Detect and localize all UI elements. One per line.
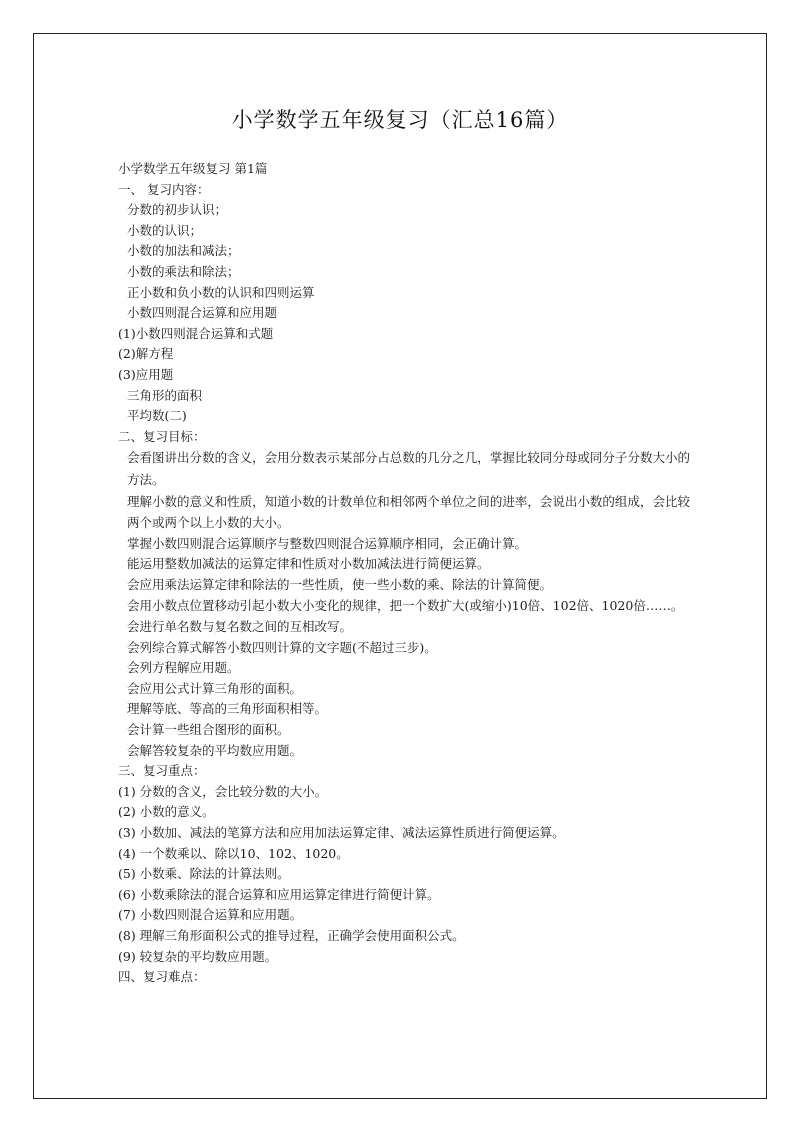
text-line: 会看图讲出分数的含义，会用分数表示某部分占总数的几分之几，掌握比较同分母或同分子分数大小的方法。 xyxy=(127,450,690,487)
text-line: 小数的乘法和除法； xyxy=(127,263,240,279)
text-line: 小数四则混合运算和应用题 xyxy=(127,305,278,321)
text-line: 二、复习目标： xyxy=(118,428,206,444)
text-line: (6) 小数乘除法的混合运算和应用运算定律进行简便计算。 xyxy=(118,886,440,902)
text-line: 小数的认识； xyxy=(127,222,203,238)
text-line: 掌握小数四则混合运算顺序与整数四则混合运算顺序相同，会正确计算。 xyxy=(127,535,528,551)
text-line: (9) 较复杂的平均数应用题。 xyxy=(118,948,278,964)
text-line: 会进行单名数与复名数之间的互相改写。 xyxy=(127,619,353,635)
text-line: 小学数学五年级复习 第1篇 xyxy=(118,161,268,176)
text-line: 会应用乘法运算定律和除法的一些性质，使一些小数的乘、除法的计算简便。 xyxy=(127,576,553,592)
text-line: (8) 理解三角形面积公式的推导过程，正确学会使用面积公式。 xyxy=(118,927,465,943)
text-line: 会列综合算式解答小数四则计算的文字题(不超过三步)。 xyxy=(127,639,437,655)
text-line: 小数的加法和减法； xyxy=(127,243,240,259)
text-line: (1) 分数的含义，会比较分数的大小。 xyxy=(118,783,328,799)
text-line: 会计算一些组合图形的面积。 xyxy=(127,722,290,738)
text-line: 会应用公式计算三角形的面积。 xyxy=(127,680,303,696)
text-line: (3)应用题 xyxy=(118,366,174,382)
text-line: 三角形的面积 xyxy=(127,387,203,403)
text-line: (4) 一个数乘以、除以10、102、1020。 xyxy=(118,845,349,861)
text-line: 分数的初步认识； xyxy=(127,202,228,218)
text-line: 能运用整数加减法的运算定律和性质对小数加减法进行简便运算。 xyxy=(127,556,490,572)
text-line: 会用小数点位置移动引起小数大小变化的规律，把一个数扩大(或缩小)10倍、102倍、1020倍……。 xyxy=(127,598,684,614)
text-line: 一、 复习内容： xyxy=(118,181,210,197)
text-line: (1)小数四则混合运算和式题 xyxy=(118,325,274,341)
text-line: (2) 小数的意义。 xyxy=(118,804,215,820)
text-line: (3) 小数加、减法的笔算方法和应用加法运算定律、减法运算性质进行简便运算。 xyxy=(118,825,565,840)
text-line: (2)解方程 xyxy=(118,346,174,362)
document-body xyxy=(118,159,690,988)
text-line: 理解小数的意义和性质，知道小数的计数单位和相邻两个单位之间的进率，会说出小数的组成，会比较两个或两个以上小数的大小。 xyxy=(127,493,690,531)
document-title: 小学数学五年级复习（汇总16篇） xyxy=(231,108,569,132)
text-line: (7) 小数四则混合运算和应用题。 xyxy=(118,907,303,923)
text-line: 会解答较复杂的平均数应用题。 xyxy=(127,742,303,758)
text-line: 平均数(二) xyxy=(127,408,187,424)
text-line: 理解等底、等高的三角形面积相等。 xyxy=(127,701,328,717)
text-line: 会列方程解应用题。 xyxy=(127,660,240,676)
text-line: (5) 小数乘、除法的计算法则。 xyxy=(118,866,290,882)
text-line: 正小数和负小数的认识和四则运算 xyxy=(127,284,315,300)
text-line: 四、复习难点： xyxy=(118,969,206,985)
text-line: 三、复习重点： xyxy=(118,763,206,779)
